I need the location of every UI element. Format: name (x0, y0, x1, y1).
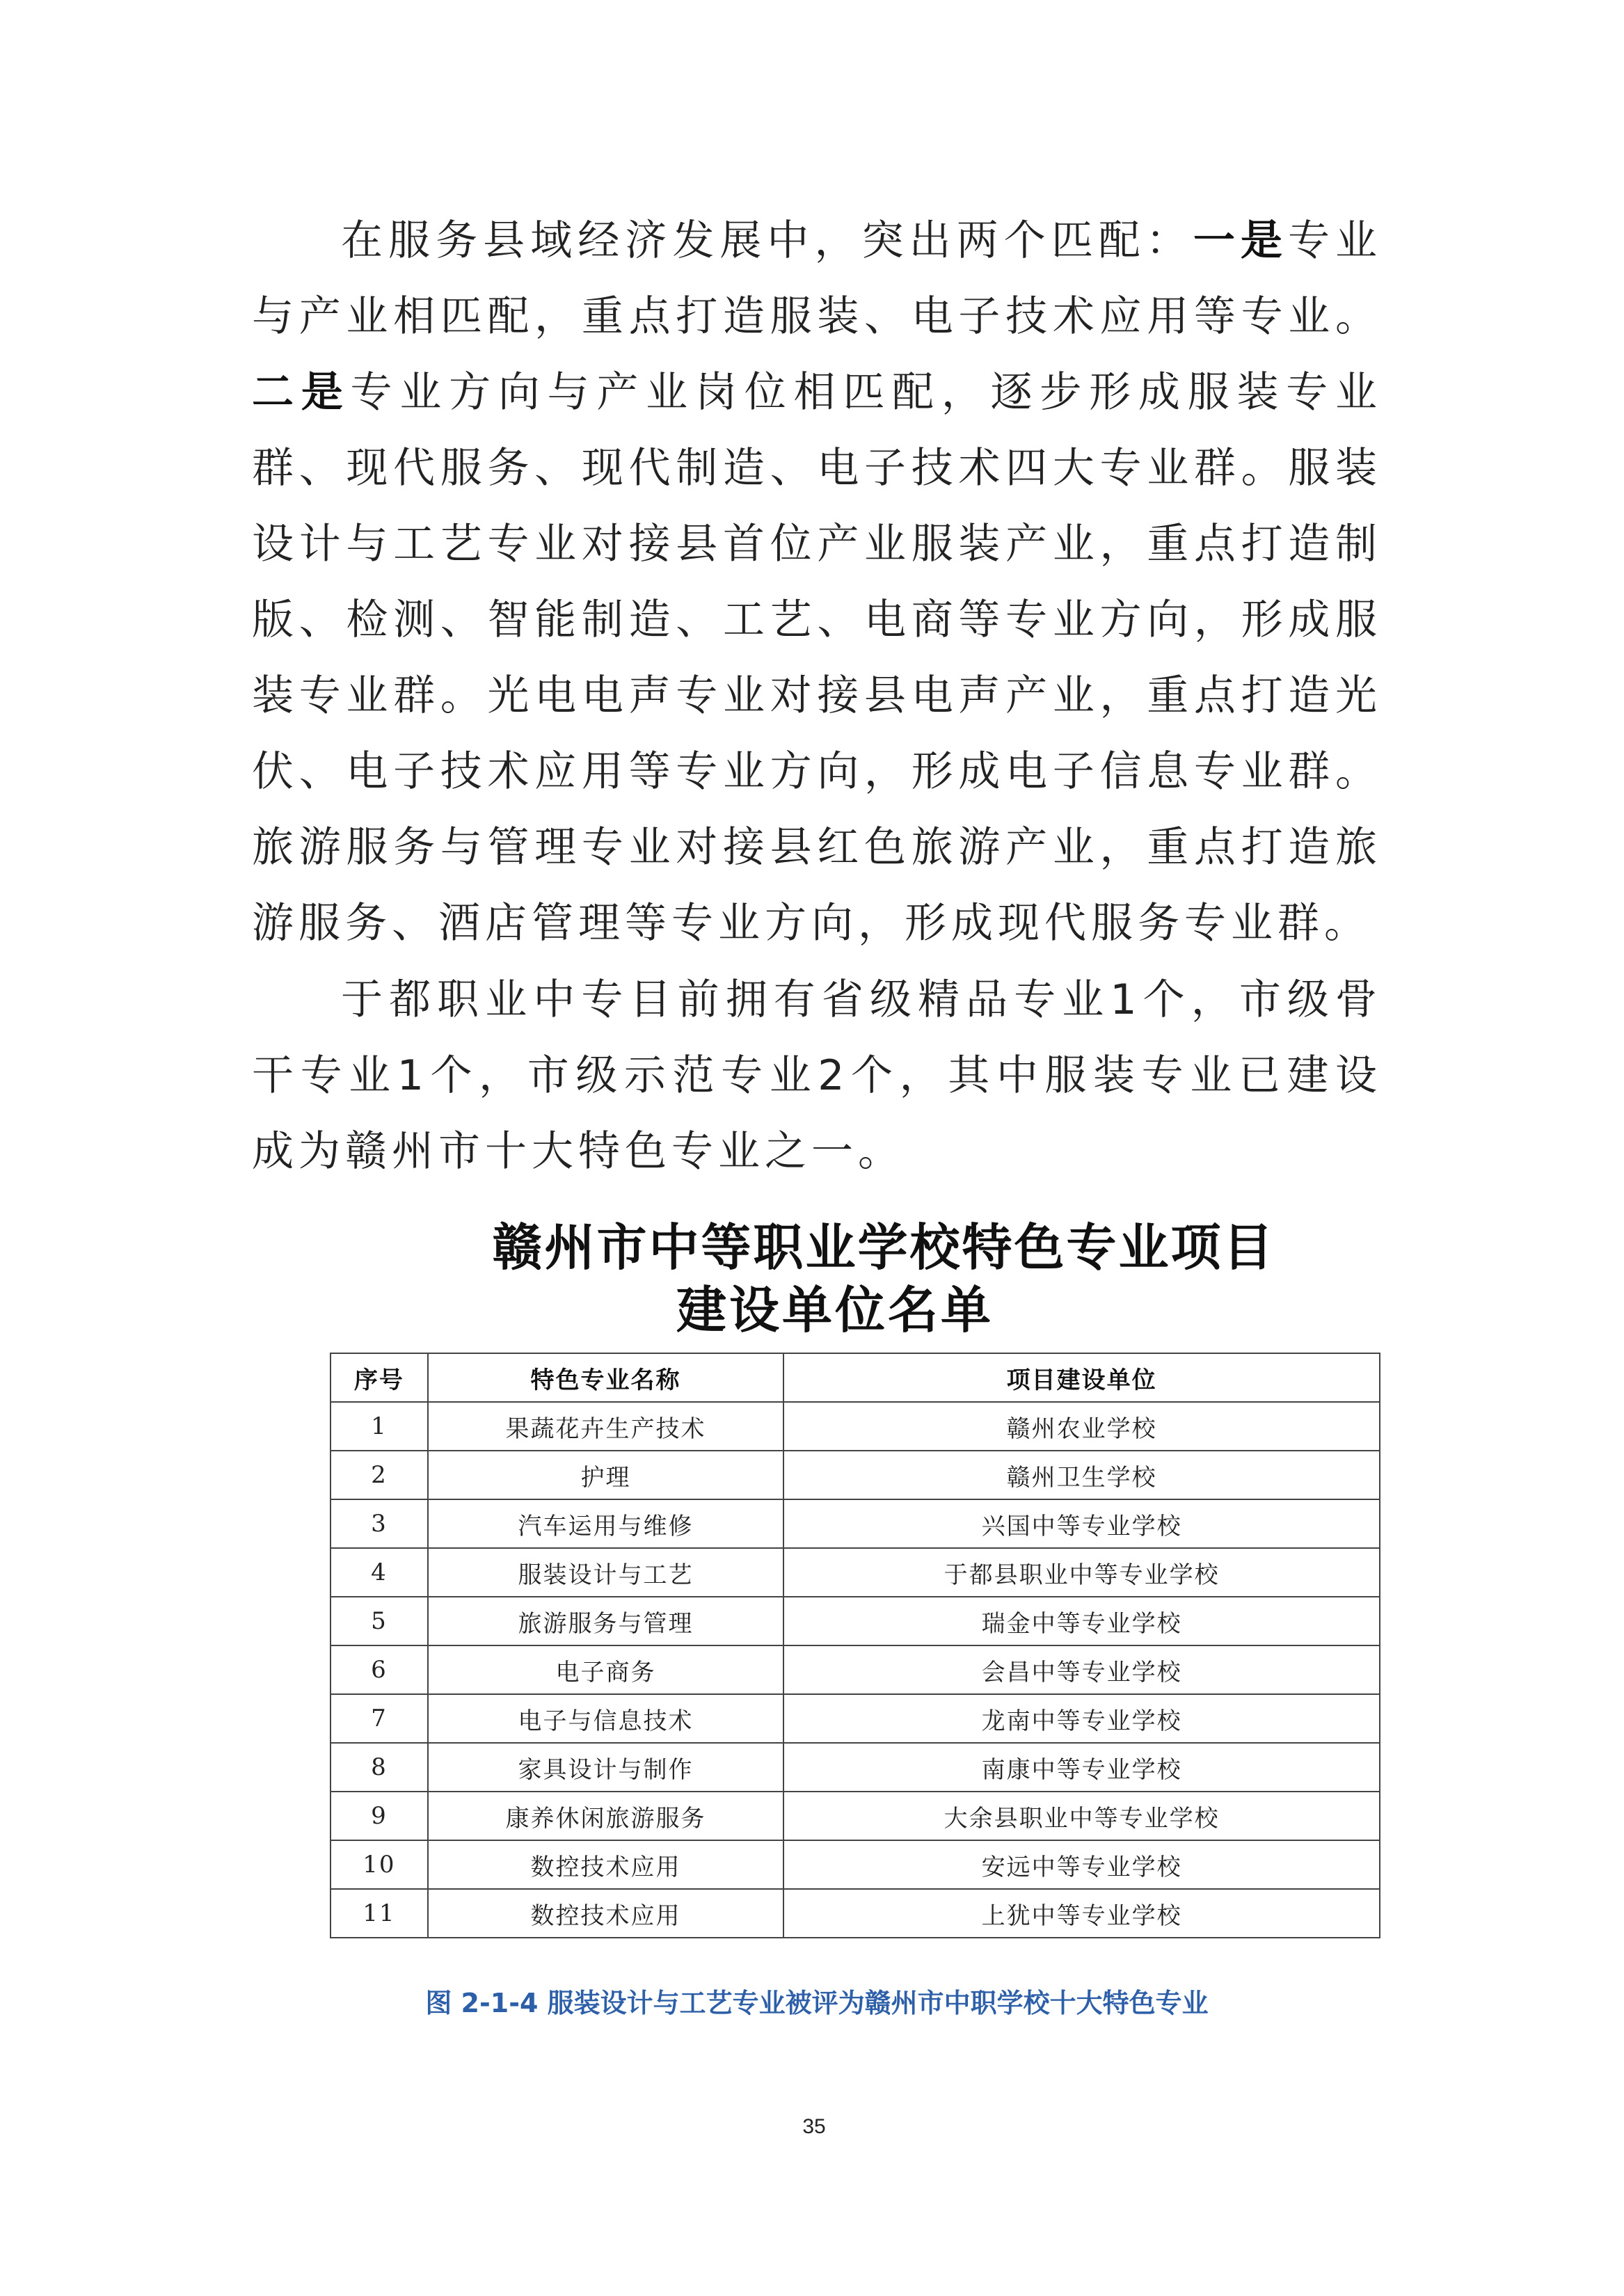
cell-construction-unit: 于都县职业中等专业学校 (783, 1548, 1380, 1597)
table-row (331, 1889, 1380, 1938)
bold-lead-term: 二是 (252, 368, 351, 417)
paragraph-text: 专业方向与产业岗位相匹配，逐步形成服装专业群、现代服务、现代制造、电子技术四大专业群。服装设计与工艺专业对接县首位产业服装产业，重点打造制版、检测、智能制造、工艺、电商等专业方向，形成服装专业群。光电电声专业对接县电声产业，重点打造光伏、电子技术应用等专业方向，形成电子信息专业群。旅游服务与管理专业对接县红色旅游产业，重点打造旅游服务、酒店管理等专业方向，形成现代服务专业群。 (252, 368, 1383, 948)
cell-specialty-name: 电子商务 (428, 1645, 783, 1694)
bold-lead-term: 一是 (1193, 216, 1288, 265)
cell-specialty-name: 果蔬花卉生产技术 (428, 1402, 783, 1451)
page-number: 35 (802, 2115, 826, 2138)
cell-construction-unit: 赣州卫生学校 (783, 1451, 1380, 1499)
cell-specialty-name: 旅游服务与管理 (428, 1597, 783, 1645)
cell-construction-unit: 南康中等专业学校 (783, 1743, 1380, 1792)
cell-construction-unit: 上犹中等专业学校 (783, 1889, 1380, 1938)
cell-specialty-name: 汽车运用与维修 (428, 1499, 783, 1548)
table-row (331, 1694, 1380, 1743)
figure-title-line-1: 赣州市中等职业学校特色专业项目 (492, 1218, 1275, 1277)
cell-construction-unit: 兴国中等专业学校 (783, 1499, 1380, 1548)
table-row (331, 1645, 1380, 1694)
cell-specialty-name: 服装设计与工艺 (428, 1548, 783, 1597)
paragraph-text: 在服务县域经济发展中，突出两个匹配： (341, 216, 1193, 265)
table-header-row (331, 1353, 1380, 1402)
cell-specialty-name: 数控技术应用 (428, 1840, 783, 1889)
figure-caption: 图 2-1-4 服装设计与工艺专业被评为赣州市中职学校十大特色专业 (425, 1988, 1209, 2018)
cell-index: 2 (331, 1451, 428, 1499)
cell-index: 10 (331, 1840, 428, 1889)
table-row (331, 1840, 1380, 1889)
table-row (331, 1792, 1380, 1840)
paragraph-text: 专业与产业相匹配，重点打造服装、电子技术应用等专业。 (252, 216, 1383, 341)
cell-specialty-name: 康养休闲旅游服务 (428, 1792, 783, 1840)
cell-construction-unit: 大余县职业中等专业学校 (783, 1792, 1380, 1840)
header-construction-unit: 项目建设单位 (783, 1353, 1380, 1402)
cell-index: 5 (331, 1597, 428, 1645)
cell-index: 8 (331, 1743, 428, 1792)
cell-specialty-name: 数控技术应用 (428, 1889, 783, 1938)
table-body (331, 1402, 1380, 1938)
body-paragraph-1 (252, 203, 1382, 962)
cell-construction-unit: 赣州农业学校 (783, 1402, 1380, 1451)
cell-index: 11 (331, 1889, 428, 1938)
table-row (331, 1597, 1380, 1645)
cell-index: 3 (331, 1499, 428, 1548)
table-row (331, 1499, 1380, 1548)
table-row (331, 1451, 1380, 1499)
cell-index: 6 (331, 1645, 428, 1694)
table-row (331, 1743, 1380, 1792)
cell-index: 4 (331, 1548, 428, 1597)
table-row (331, 1402, 1380, 1451)
cell-specialty-name: 护理 (428, 1451, 783, 1499)
cell-specialty-name: 家具设计与制作 (428, 1743, 783, 1792)
specialty-table (330, 1353, 1380, 1938)
cell-construction-unit: 会昌中等专业学校 (783, 1645, 1380, 1694)
header-index: 序号 (331, 1353, 428, 1402)
cell-construction-unit: 瑞金中等专业学校 (783, 1597, 1380, 1645)
cell-index: 9 (331, 1792, 428, 1840)
cell-construction-unit: 安远中等专业学校 (783, 1840, 1380, 1889)
header-specialty-name: 特色专业名称 (428, 1353, 783, 1402)
table-row (331, 1548, 1380, 1597)
cell-index: 7 (331, 1694, 428, 1743)
cell-specialty-name: 电子与信息技术 (428, 1694, 783, 1743)
body-paragraph-2 (252, 962, 1382, 1190)
figure-title-line-2: 建设单位名单 (676, 1280, 994, 1339)
cell-construction-unit: 龙南中等专业学校 (783, 1694, 1380, 1743)
paragraph-text: 于都职业中专目前拥有省级精品专业1个，市级骨干专业1个，市级示范专业2个，其中服装专业已建设成为赣州市十大特色专业之一。 (252, 975, 1382, 1176)
cell-index: 1 (331, 1402, 428, 1451)
figure-title (327, 1216, 1440, 1341)
